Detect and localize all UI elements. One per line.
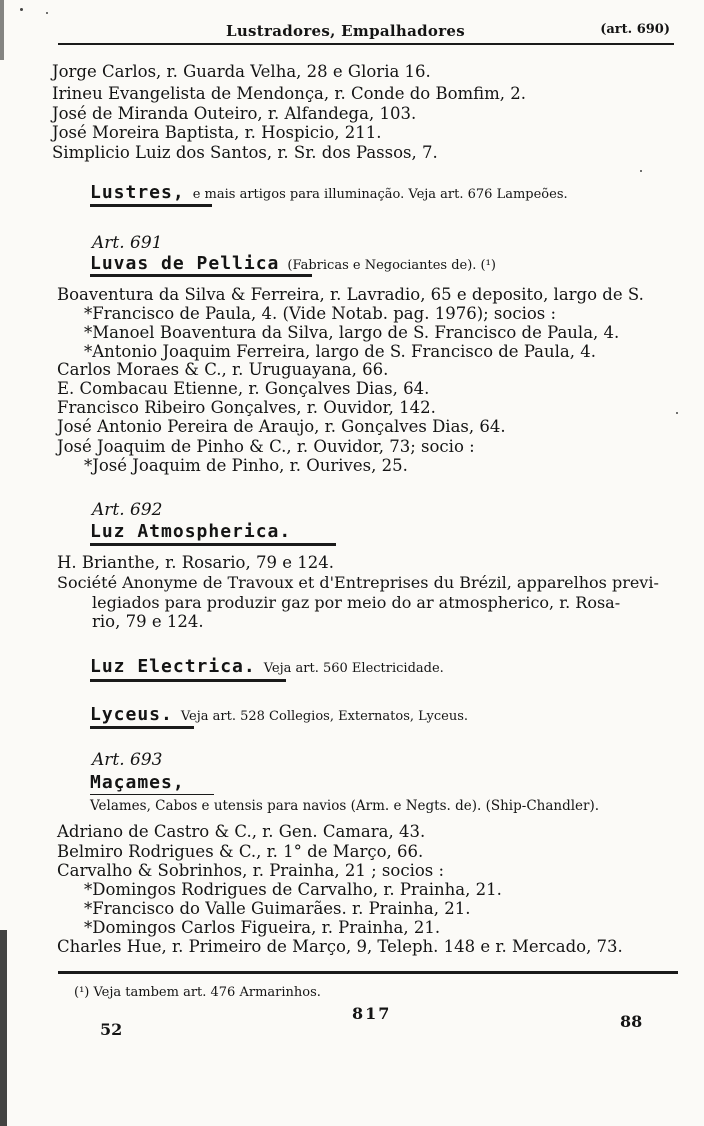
list-item: legiados para produzir gaz por meio do ar atmospherico, r. Rosa- bbox=[92, 593, 621, 612]
list-item: *Francisco do Valle Guimarães. r. Prainha, 21. bbox=[84, 899, 471, 918]
list-item: Simplicio Luiz dos Santos, r. Sr. dos Passos, 7. bbox=[52, 143, 438, 162]
page-mark: 817 bbox=[352, 1004, 392, 1023]
header-art-ref: (art. 690) bbox=[600, 22, 670, 37]
list-item: Francisco Ribeiro Gonçalves, r. Ouvidor, 142. bbox=[57, 398, 436, 417]
list-item: Belmiro Rodrigues & C., r. 1° de Março, 66. bbox=[57, 842, 424, 861]
list-item: *Francisco de Paula, 4. (Vide Notab. pag. 1976); socios : bbox=[84, 304, 557, 323]
ink-speck bbox=[640, 170, 642, 172]
section-heading: Lyceus. bbox=[90, 704, 173, 725]
list-item: José Joaquim de Pinho & C., r. Ouvidor, 73; socio : bbox=[57, 437, 475, 456]
heading-underline bbox=[90, 543, 336, 546]
list-item: José Antonio Pereira de Araujo, r. Gonçalves Dias, 64. bbox=[57, 417, 506, 436]
section-luz-electrica bbox=[90, 656, 444, 677]
heading-underline bbox=[90, 679, 286, 682]
article-number: Art. 693 bbox=[92, 750, 163, 770]
section-heading: Luz Electrica. bbox=[90, 656, 256, 677]
ink-speck bbox=[20, 8, 23, 11]
section-heading: Lustres, bbox=[90, 182, 185, 203]
section-desc: Veja art. 560 Electricidade. bbox=[263, 661, 444, 676]
list-item: Adriano de Castro & C., r. Gen. Camara, 43. bbox=[57, 822, 426, 841]
section-heading: Luz Atmospherica. bbox=[90, 521, 292, 542]
right-number: 88 bbox=[620, 1012, 643, 1031]
section-desc: (Fabricas e Negociantes de). (¹) bbox=[287, 258, 496, 273]
section-lustres bbox=[90, 182, 568, 203]
heading-underline bbox=[90, 726, 194, 729]
list-item: H. Brianthe, r. Rosario, 79 e 124. bbox=[57, 553, 334, 572]
header-title: Lustradores, Empalhadores bbox=[226, 22, 465, 40]
list-item: *Antonio Joaquim Ferreira, largo de S. Francisco de Paula, 4. bbox=[84, 342, 596, 361]
list-item: *Domingos Carlos Figueira, r. Prainha, 21. bbox=[84, 918, 441, 937]
list-item: José Moreira Baptista, r. Hospicio, 211. bbox=[52, 123, 382, 142]
article-number: Art. 692 bbox=[92, 500, 163, 520]
left-number: 52 bbox=[100, 1020, 123, 1039]
section-desc: Velames, Cabos e utensis para navios (Arm. e Negts. de). (Ship-Chandler). bbox=[90, 798, 600, 814]
list-item: Irineu Evangelista de Mendonça, r. Conde do Bomfim, 2. bbox=[52, 84, 527, 103]
section-desc: Veja art. 528 Collegios, Externatos, Lyceus. bbox=[180, 709, 469, 724]
list-item: *Manoel Boaventura da Silva, largo de S. Francisco de Paula, 4. bbox=[84, 323, 620, 342]
list-item: José de Miranda Outeiro, r. Alfandega, 103. bbox=[52, 104, 417, 123]
list-item: Boaventura da Silva & Ferreira, r. Lavradio, 65 e deposito, largo de S. bbox=[57, 285, 644, 304]
section-macames bbox=[90, 772, 185, 793]
list-item: rio, 79 e 124. bbox=[92, 612, 204, 631]
heading-underline bbox=[90, 204, 212, 207]
footnote: (¹) Veja tambem art. 476 Armarinhos. bbox=[74, 985, 321, 1000]
ink-speck bbox=[46, 12, 48, 14]
page-edge-shadow bbox=[0, 0, 4, 60]
list-item: E. Combacau Etienne, r. Gonçalves Dias, 64. bbox=[57, 379, 430, 398]
section-heading: Maçames, bbox=[90, 772, 185, 793]
page-edge-shadow bbox=[0, 930, 7, 1126]
section-luvas bbox=[90, 253, 496, 274]
list-item: Carvalho & Sobrinhos, r. Prainha, 21 ; socios : bbox=[57, 861, 445, 880]
list-item: Charles Hue, r. Primeiro de Março, 9, Teleph. 148 e r. Mercado, 73. bbox=[57, 937, 623, 956]
footer-rule bbox=[58, 971, 678, 974]
section-desc: e mais artigos para illuminação. Veja art. 676 Lampeões. bbox=[192, 187, 568, 202]
list-item: Carlos Moraes & C., r. Uruguayana, 66. bbox=[57, 360, 389, 379]
heading-underline bbox=[90, 274, 312, 277]
list-item: *José Joaquim de Pinho, r. Ourives, 25. bbox=[84, 456, 408, 475]
article-number: Art. 691 bbox=[92, 233, 163, 253]
running-header bbox=[58, 22, 674, 42]
section-heading: Luvas de Pellica bbox=[90, 253, 280, 274]
section-lyceus bbox=[90, 704, 468, 725]
ink-speck bbox=[676, 412, 678, 414]
heading-underline bbox=[90, 794, 214, 795]
list-item: Société Anonyme de Travoux et d'Entreprises du Brézil, apparelhos previ- bbox=[57, 573, 659, 592]
list-item: *Domingos Rodrigues de Carvalho, r. Prainha, 21. bbox=[84, 880, 502, 899]
section-luz-atmospherica bbox=[90, 521, 291, 542]
list-item: Jorge Carlos, r. Guarda Velha, 28 e Gloria 16. bbox=[52, 62, 431, 81]
header-rule bbox=[58, 43, 674, 45]
